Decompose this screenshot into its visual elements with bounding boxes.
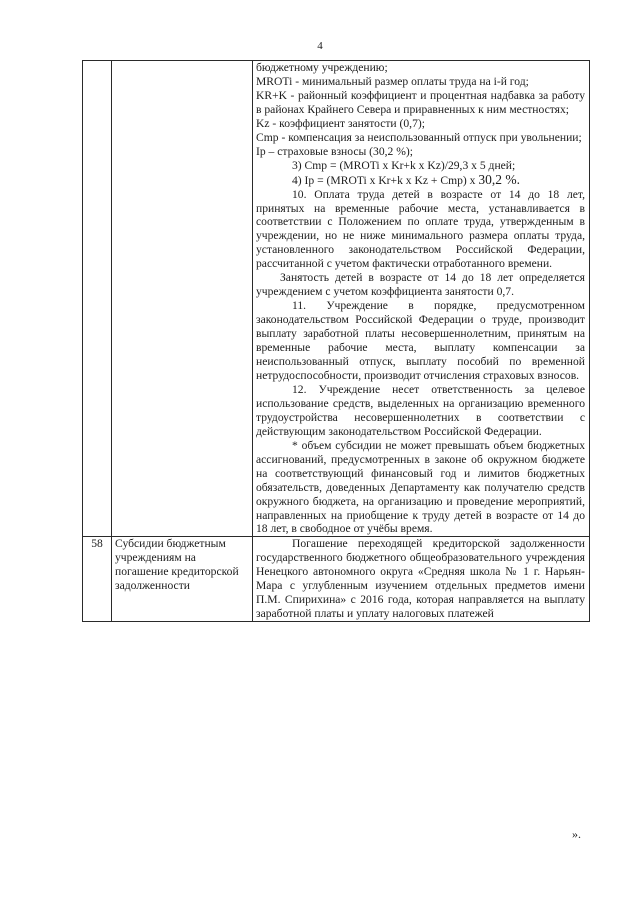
row-content-cell [253, 61, 590, 537]
formula-rate: 30,2 %. [478, 171, 520, 187]
paragraph: 10. Оплата труда детей в возрасте от 14 до 18 лет, принятых на временные рабочие места, устанавливается в соответствии с Положением по оплате труда, утвержденным в учреждении, но не ниже минимального размера оплаты труда, установленного законодательством Российской Федерации, рассчитанной с учетом фактически отработанного времени. [256, 187, 585, 271]
row-name-cell [112, 61, 253, 537]
paragraph: бюджетному учреждению; [256, 61, 388, 74]
page-number: 4 [317, 40, 323, 52]
paragraph: KR+K - районный коэффициент и процентная надбавка за работу в районах Крайнего Севера и приравненных к ним местностях; [256, 88, 585, 116]
paragraph: Kz - коэффициент занятости (0,7); [256, 116, 425, 130]
row-number-cell: 58 [83, 537, 112, 622]
footnote-paragraph: * объем субсидии не может превышать объем бюджетных ассигнований, предусмотренных в законе об окружном бюджете на соответствующий финансовый год и лимитов бюджетных обязательств, доведенных Департаменту как получателю средств окружного бюджета, на организацию и проведение мероприятий, направленных на приобщение к труду детей в возрасте от 14 до 18 лет, в свободное от учёбы время. [256, 438, 585, 536]
row-number-cell [83, 61, 112, 537]
paragraph: 11. Учреждение в порядке, предусмотренном законодательством Российской Федерации о труде, производит выплату заработной платы несовершеннолетним, принятым на временные рабочие места, выплату компенсации за неиспользованный отпуск, выплату пособий по временной нетрудоспособности, производит отчисления страховых взносов. [256, 299, 585, 382]
subsidy-table [82, 60, 590, 622]
formula-text: 4) Ip = (MROTi x Kr+k x Kz + Cmp) x [292, 173, 476, 187]
closing-quote: ». [572, 827, 581, 841]
paragraph: Ip – страховые взносы (30,2 %); [256, 144, 413, 158]
paragraph: 12. Учреждение несет ответственность за целевое использование средств, выделенных на организацию временного трудоустройства несовершеннолетних в соответствии с действующим законодательством Российской Федерации. [256, 382, 585, 438]
paragraph: Занятость детей в возрасте от 14 до 18 лет определяется учреждением с учетом коэффициента занятости 0,7. [256, 271, 585, 299]
formula-line: 3) Cmp = (MROTi x Kr+k x Kz)/29,3 x 5 дней; [292, 158, 516, 172]
table-row [83, 61, 590, 537]
table-row [83, 537, 590, 622]
paragraph: Cmp - компенсация за неиспользованный отпуск при увольнении; [256, 130, 582, 144]
row-name-cell: Субсидии бюджетным учреждениям на погашение кредиторской задолженности [112, 537, 253, 622]
paragraph: MROTi - минимальный размер оплаты труда на i-й год; [256, 74, 529, 88]
paragraph: Погашение переходящей кредиторской задолженности государственного бюджетного общеобразовательного учреждения Ненецкого автономного округа «Средняя школа № 1 г. Нарьян-Мара с углубленным изучением отдельных предметов имени П.М. Спирихина» с 2016 года, которая направляется на выплату заработной платы и уплату налоговых платежей [256, 537, 585, 621]
formula-line [256, 173, 585, 188]
row-content-cell [253, 537, 590, 622]
